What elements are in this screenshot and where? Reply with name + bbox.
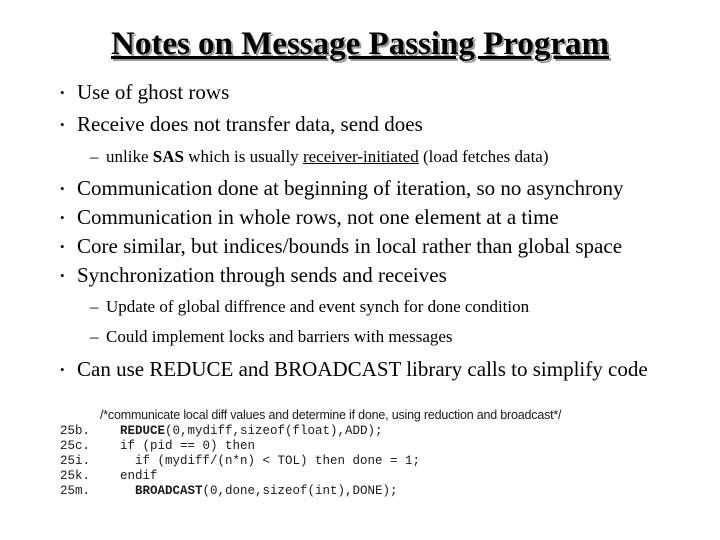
broadcast-call: BROADCAST <box>135 484 203 498</box>
receiver-initiated-term: receiver-initiated <box>302 147 419 166</box>
bullet-text: Core similar, but indices/bounds in local rather than global space <box>77 234 623 258</box>
sub-text: which is usually <box>183 147 303 166</box>
line-number: 25k. <box>60 469 91 483</box>
line-number: 25c. <box>60 439 91 453</box>
bullet-ghost-rows <box>60 79 229 105</box>
bullet-synchronization <box>60 262 447 288</box>
code-text: if (mydiff/(n*n) < TOL) then done = 1; <box>120 454 421 468</box>
line-number: 25m. <box>60 484 91 498</box>
sub-text: unlike <box>106 147 153 166</box>
bullet-receive <box>60 111 423 137</box>
code-line <box>60 469 158 484</box>
sub-text: Could implement locks and barriers with messages <box>106 327 453 346</box>
bullet-marker: • <box>60 181 65 196</box>
bullet-marker: • <box>60 239 65 254</box>
code-comment: /*communicate local diff values and determine if done, using reduction and broadcast*/ <box>100 408 562 422</box>
line-number: 25b. <box>60 424 91 438</box>
reduce-call: REDUCE <box>120 424 166 438</box>
sub-bullet-update-diff <box>90 296 529 318</box>
bullet-text: Use of ghost rows <box>77 80 230 104</box>
sub-bullet-locks <box>90 326 453 348</box>
bullet-marker: • <box>60 85 65 100</box>
bullet-reduce-broadcast <box>60 356 648 382</box>
code-text: if (pid == 0) then <box>120 439 256 453</box>
bullet-text: Receive does not transfer data, send does <box>77 112 423 136</box>
code-line <box>60 454 420 469</box>
bullet-marker: • <box>60 210 65 225</box>
sas-term: SAS <box>152 147 184 166</box>
bullet-text: Can use REDUCE and BROADCAST library calls to simplify code <box>77 357 648 381</box>
code-text: (0,done,sizeof(int),DONE); <box>202 484 398 498</box>
bullet-marker: • <box>60 268 65 283</box>
dash-marker: – <box>90 147 99 166</box>
bullet-text: Communication done at beginning of iteration, so no asynchrony <box>77 176 624 200</box>
dash-marker: – <box>90 327 99 346</box>
bullet-text: Communication in whole rows, not one element at a time <box>77 205 559 229</box>
bullet-text: Synchronization through sends and receives <box>77 263 447 287</box>
line-number: 25i. <box>60 454 91 468</box>
code-text: (0,mydiff,sizeof(float),ADD); <box>165 424 383 438</box>
code-text: endif <box>120 469 158 483</box>
code-line <box>60 424 383 439</box>
slide-title: Notes on Message Passing Program <box>111 26 609 62</box>
dash-marker: – <box>90 297 99 316</box>
bullet-core-similar <box>60 233 622 259</box>
code-line <box>60 439 255 454</box>
sub-text: Update of global diffrence and event synch for done condition <box>106 297 530 316</box>
bullet-communication-begin <box>60 175 623 201</box>
sub-text: (load fetches data) <box>418 147 549 166</box>
bullet-marker: • <box>60 362 65 377</box>
code-line <box>60 484 398 499</box>
sub-bullet-sas <box>90 146 549 168</box>
bullet-marker: • <box>60 117 65 132</box>
bullet-whole-rows <box>60 204 559 230</box>
